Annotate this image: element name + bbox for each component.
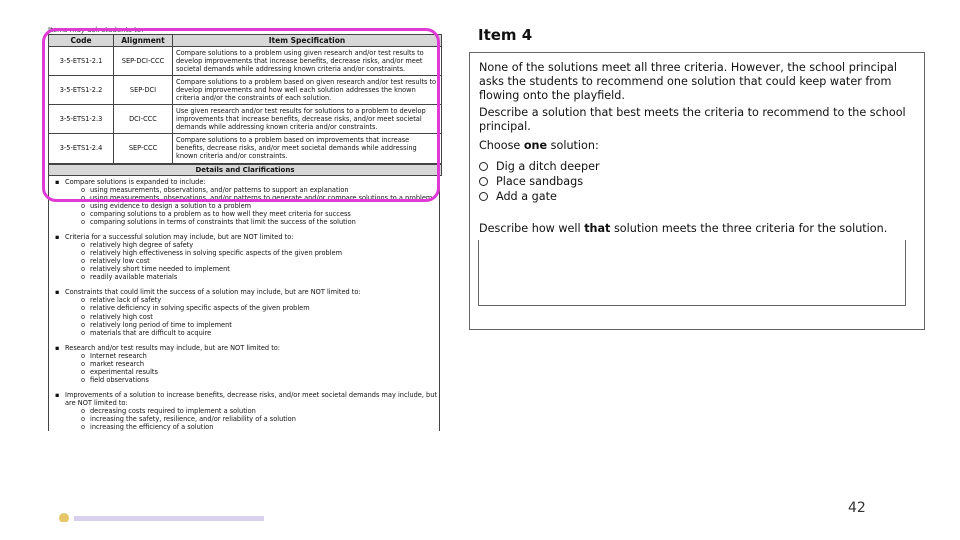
sub-item: o materials that are difficult to acquire — [81, 329, 439, 337]
options-crop-mask — [470, 204, 924, 216]
detail-lead: Improvements of a solution to increase benefits, decrease risks, and/or meet societal demands may include, but are NOT limited to: — [65, 390, 437, 407]
option-dig-ditch[interactable] — [479, 159, 600, 174]
sub-item: o decreasing costs required to implement a solution — [81, 407, 439, 415]
option-sandbags[interactable] — [479, 174, 600, 189]
list-item — [55, 391, 439, 431]
details-list — [55, 178, 439, 431]
page-number: 42 — [848, 500, 866, 516]
sub-item: o relatively high effectiveness in solving specific aspects of the given problem — [81, 249, 439, 257]
sub-item: o relatively high degree of safety — [81, 241, 439, 249]
item-intro-text: None of the solutions meet all three criteria. However, the school principal asks the students to recommend one solution that could keep water from flowing onto the playfield. — [479, 61, 897, 102]
radio-icon[interactable] — [479, 192, 488, 201]
highlight-outline — [42, 28, 440, 202]
row-alignment: SEP-CCC — [114, 134, 173, 163]
sub-item: o relatively short time needed to implement — [81, 265, 439, 273]
row-code: 3-5-ETS1-2.3 — [49, 105, 114, 134]
pre-label: Items may ask students to: — [48, 26, 144, 34]
option-label: Add a gate — [496, 190, 557, 203]
item-how-well-prompt: Describe how well that solution meets the three criteria for the solution. — [479, 222, 888, 235]
radio-icon[interactable] — [479, 162, 488, 171]
item-describe-prompt: Describe a solution that best meets the criteria to recommend to the school principal. — [479, 106, 906, 133]
row-alignment: DCI-CCC — [114, 105, 173, 134]
detail-lead: Criteria for a successful solution may include, but are NOT limited to: — [65, 233, 294, 242]
solution-options — [479, 159, 600, 204]
option-label: Place sandbags — [496, 175, 584, 188]
sub-item: o using measurements, observations, and/or patterns to support an explanation — [81, 186, 439, 194]
detail-lead: Constraints that could limit the success of a solution may include, but are NOT limited to: — [65, 288, 361, 297]
sub-item: o Internet research — [81, 352, 439, 360]
detail-lead: Research and/or test results may include, but are NOT limited to: — [65, 343, 281, 352]
list-item — [55, 344, 439, 384]
header-item-specification: Item Specification — [173, 35, 442, 47]
sub-item: o using evidence to design a solution to a problem — [81, 202, 439, 210]
header-code: Code — [49, 35, 114, 47]
sub-item: o readily available materials — [81, 273, 439, 281]
row-code: 3-5-ETS1-2.4 — [49, 134, 114, 163]
details-header: Details and Clarifications — [48, 164, 442, 177]
header-alignment: Alignment — [114, 35, 173, 47]
row-alignment: SEP-DCI-CCC — [114, 47, 173, 76]
item-title: Item 4 — [478, 26, 533, 44]
row-code: 3-5-ETS1-2.1 — [49, 47, 114, 76]
row-spec: Compare solutions to a problem using given research and/or test results to develop improvements that increase benefits, decrease risks, and/or meet societal demands while addressing known criteria and/or constraints. — [173, 47, 442, 76]
sub-item: o comparing solutions in terms of constraints that limit the success of the solution — [81, 218, 439, 226]
option-label: Dig a ditch deeper — [496, 160, 600, 173]
sub-item: o market research — [81, 360, 439, 368]
sub-item: o increasing the safety, resilience, and/or reliability of a solution — [81, 415, 439, 423]
list-item — [55, 288, 439, 336]
detail-lead: Compare solutions is expanded to include: — [65, 178, 206, 187]
sub-item: o relative deficiency in solving specific aspects of the given problem — [81, 304, 439, 312]
sub-item: o relatively low cost — [81, 257, 439, 265]
footer-logo-icon — [58, 510, 268, 522]
row-spec: Compare solutions to a problem based on given research and/or test results to develop improvements and how well each solution addresses the known criteria and/or the constraints of each solution. — [173, 76, 442, 105]
radio-icon[interactable] — [479, 177, 488, 186]
row-spec: Compare solutions to a problem based on improvements that increase benefits, decrease risks, and/or meet societal demands while addressing known criteria and/or constraints. — [173, 134, 442, 163]
sub-item: o relatively high cost — [81, 313, 439, 321]
sub-item: o comparing solutions to a problem as to how well they meet criteria for success — [81, 210, 439, 218]
list-item — [55, 233, 439, 281]
row-alignment: SEP-DCI — [114, 76, 173, 105]
sub-item: o relatively long period of time to implement — [81, 321, 439, 329]
sub-item: o increasing the efficiency of a solution — [81, 423, 439, 431]
item-choose-prompt: Choose one solution: — [479, 139, 599, 152]
option-gate[interactable] — [479, 189, 600, 204]
sub-item: o field observations — [81, 376, 439, 384]
sub-item: o experimental results — [81, 368, 439, 376]
row-code: 3-5-ETS1-2.2 — [49, 76, 114, 105]
row-spec: Use given research and/or test results for solutions to a problem to develop improvements that increase benefits, decrease risks, and/or meet societal demands while addressing known criteria and/or constraints. — [173, 105, 442, 134]
details-body — [48, 176, 440, 431]
sub-item: o using measurements, observations, and/or patterns to generate and/or compare solutions to a problem — [81, 194, 439, 202]
answer-text-area[interactable] — [478, 240, 906, 306]
sub-item: o relative lack of safety — [81, 296, 439, 304]
